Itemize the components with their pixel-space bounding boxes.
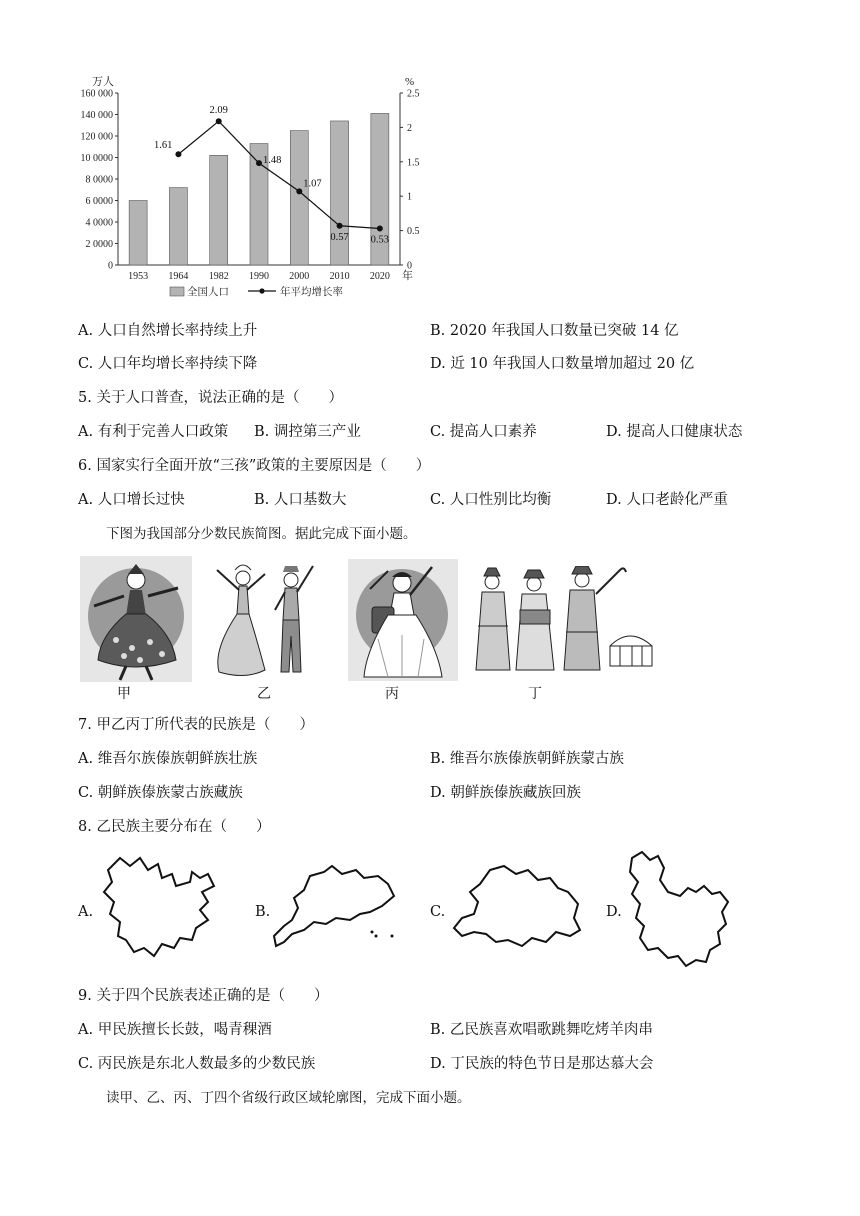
y-left-tick-label: 160 000 xyxy=(80,88,113,100)
y-left-tick-label: 140 000 xyxy=(80,110,113,121)
population-bar xyxy=(129,201,147,266)
growth-rate-line xyxy=(178,121,379,228)
province-outline-a-image xyxy=(96,852,226,962)
population-bar xyxy=(290,131,308,265)
q9-option-a: A. 甲民族擅长长鼓，喝青稞酒 xyxy=(78,1022,272,1038)
x-tick-label: 1990 xyxy=(249,271,269,282)
q7-option-a: A. 维吾尔族傣族朝鲜族壮族 xyxy=(78,751,258,767)
q4-option-d: D. 近 10 年我国人口数量增加超过 20 亿 xyxy=(430,356,695,372)
y-left-tick-label: 120 000 xyxy=(80,131,113,143)
y-right-unit-label: % xyxy=(405,76,415,88)
province-outline-d-image xyxy=(624,848,734,970)
growth-rate-point xyxy=(216,118,222,124)
x-tick-label: 2000 xyxy=(289,271,310,282)
intro-province: 读甲、乙、丙、丁四个省级行政区域轮廓图，完成下面小题。 xyxy=(106,1090,471,1106)
legend-bar-swatch xyxy=(170,287,184,296)
q6-option-c: C. 人口性别比均衡 xyxy=(430,492,552,508)
q5-option-c: C. 提高人口素养 xyxy=(430,424,537,440)
q4-option-b: B. 2020 年我国人口数量已突破 14 亿 xyxy=(430,323,679,339)
q8-option-b-label: B. xyxy=(255,904,271,920)
y-left-tick-label: 6 0000 xyxy=(85,196,113,207)
q8-option-a-label: A. xyxy=(78,904,94,920)
y-left-tick-label: 2 0000 xyxy=(85,239,113,250)
ethnic-label-bing: 丙 xyxy=(385,686,399,702)
growth-rate-data-label: 0.57 xyxy=(330,231,349,243)
ethnic-figure-jia-image xyxy=(80,556,192,682)
x-tick-label: 1964 xyxy=(168,271,189,282)
legend-bar-label: 全国人口 xyxy=(187,287,229,298)
q4-option-c: C. 人口年均增长率持续下降 xyxy=(78,356,258,372)
y-right-tick-label: 0 xyxy=(407,260,412,272)
growth-rate-point xyxy=(256,160,262,166)
x-unit-label: 年 xyxy=(402,270,413,282)
growth-rate-data-label: 2.09 xyxy=(209,105,228,117)
ethnic-label-yi: 乙 xyxy=(257,686,271,702)
q6-option-d: D. 人口老龄化严重 xyxy=(606,492,728,508)
ethnic-figure-bing-image xyxy=(348,559,458,681)
x-tick-label: 2010 xyxy=(329,271,350,282)
population-bar xyxy=(331,121,349,265)
province-outline-c-image xyxy=(446,862,586,952)
q9-option-c: C. 丙民族是东北人数最多的少数民族 xyxy=(78,1056,316,1072)
y-left-tick-label: 8 0000 xyxy=(85,174,113,186)
growth-rate-data-label: 1.48 xyxy=(263,155,282,167)
population-chart xyxy=(70,70,430,306)
y-right-tick-label: 1.5 xyxy=(407,157,420,169)
q9-option-d: D. 丁民族的特色节日是那达慕大会 xyxy=(430,1056,654,1072)
ethnic-label-ding: 丁 xyxy=(528,686,542,702)
q6-stem: 6. 国家实行全面开放“三孩”政策的主要原因是（ ） xyxy=(78,458,431,474)
y-left-tick-label: 0 xyxy=(108,260,113,272)
x-tick-label: 1982 xyxy=(208,271,229,282)
q6-option-a: A. 人口增长过快 xyxy=(78,492,185,508)
q7-option-c: C. 朝鲜族傣族蒙古族藏族 xyxy=(78,785,243,801)
growth-rate-point xyxy=(175,151,181,157)
y-right-tick-label: 2 xyxy=(407,122,412,134)
ethnic-label-jia: 甲 xyxy=(117,686,131,702)
q7-option-b: B. 维吾尔族傣族朝鲜族蒙古族 xyxy=(430,751,624,767)
y-right-tick-label: 0.5 xyxy=(407,226,420,238)
y-right-tick-label: 2.5 xyxy=(407,88,420,100)
y-left-tick-label: 4 0000 xyxy=(85,217,113,229)
q8-option-d-label: D. xyxy=(606,904,622,920)
y-left-unit-label: 万人 xyxy=(92,76,114,88)
q7-option-d: D. 朝鲜族傣族藏族回族 xyxy=(430,785,581,801)
q9-stem: 9. 关于四个民族表述正确的是（ ） xyxy=(78,988,329,1004)
legend-line-label: 年平均增长率 xyxy=(280,287,343,298)
legend-line-marker xyxy=(259,288,264,293)
q5-option-b: B. 调控第三产业 xyxy=(254,424,361,440)
q5-option-a: A. 有利于完善人口政策 xyxy=(78,424,229,440)
province-outline-b-image xyxy=(270,862,400,952)
q9-option-b: B. 乙民族喜欢唱歌跳舞吃烤羊肉串 xyxy=(430,1022,653,1038)
q5-stem: 5. 关于人口普查，说法正确的是（ ） xyxy=(78,390,343,406)
y-right-tick-label: 1 xyxy=(407,191,412,203)
q8-option-c-label: C. xyxy=(430,904,446,920)
y-left-tick-label: 10 0000 xyxy=(80,153,113,164)
growth-rate-data-label: 1.61 xyxy=(154,140,173,152)
q8-stem: 8. 乙民族主要分布在（ ） xyxy=(78,819,271,835)
ethnic-figure-yi-image xyxy=(205,560,325,682)
intro-ethnic: 下图为我国部分少数民族简图。据此完成下面小题。 xyxy=(106,526,417,542)
growth-rate-point xyxy=(296,188,302,194)
q5-option-d: D. 提高人口健康状态 xyxy=(606,424,743,440)
q4-option-a: A. 人口自然增长率持续上升 xyxy=(78,323,258,339)
growth-rate-point xyxy=(377,226,383,232)
growth-rate-data-label: 1.07 xyxy=(303,178,322,190)
growth-rate-point xyxy=(337,223,343,229)
x-tick-label: 2020 xyxy=(369,271,390,282)
x-tick-label: 1953 xyxy=(128,271,149,282)
q7-stem: 7. 甲乙丙丁所代表的民族是（ ） xyxy=(78,717,314,733)
growth-rate-data-label: 0.53 xyxy=(370,234,390,246)
ethnic-figure-ding-image xyxy=(470,566,660,678)
population-bar xyxy=(210,155,228,265)
q6-option-b: B. 人口基数大 xyxy=(254,492,347,508)
population-bar xyxy=(169,188,187,265)
